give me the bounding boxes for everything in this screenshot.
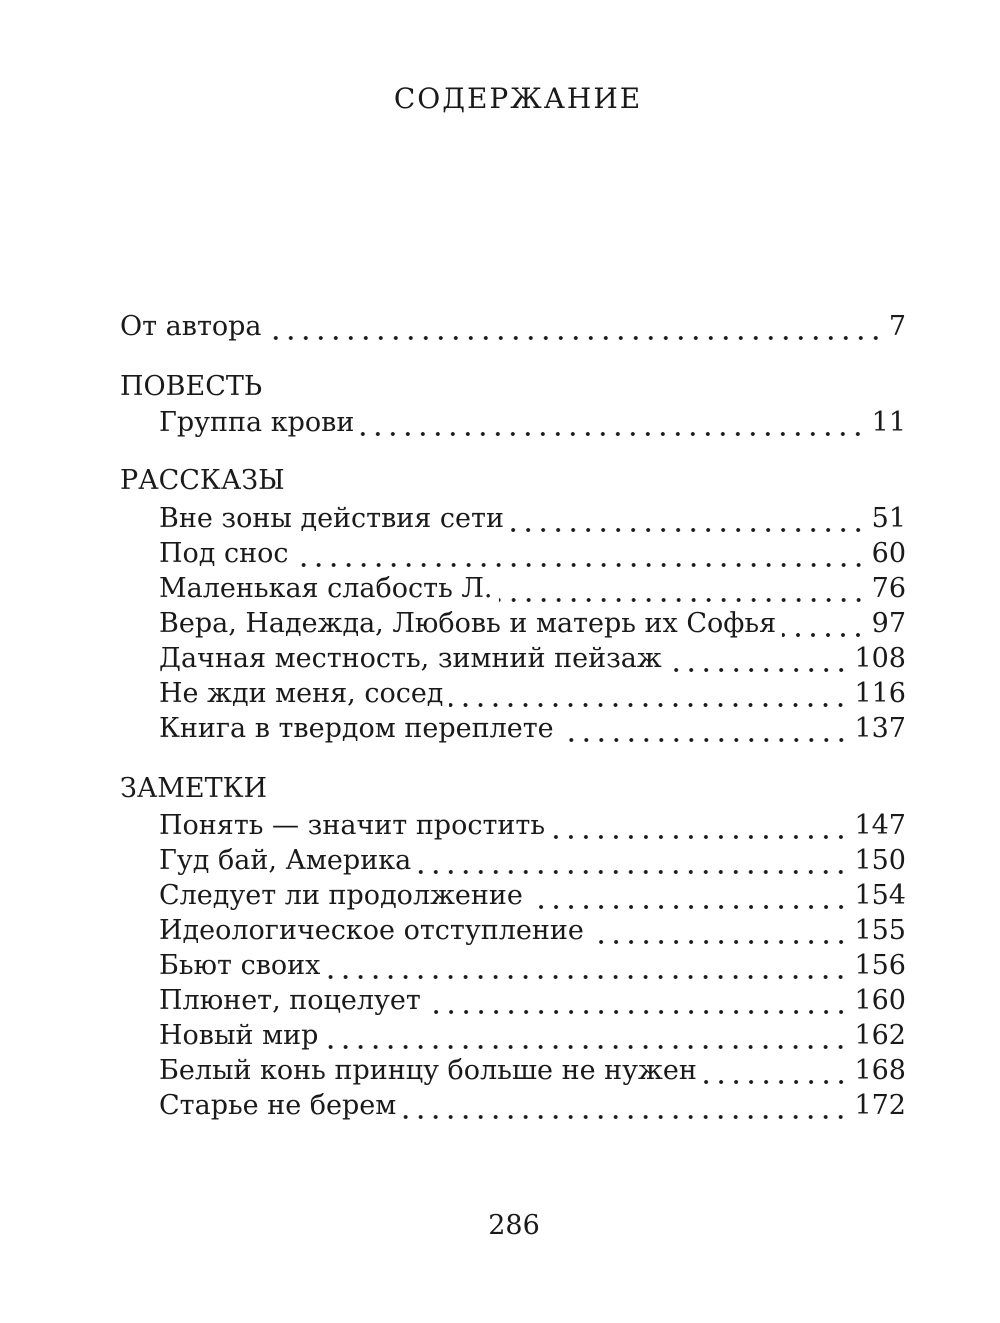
dot-leader	[402, 1089, 848, 1123]
toc-entry[interactable]	[159, 879, 906, 913]
toc-entry-page: 108	[854, 643, 906, 674]
toc-entry-label: Бьют своих	[159, 950, 321, 981]
dot-leader	[590, 914, 849, 948]
toc-entry-page: 76	[871, 573, 906, 604]
page-title: СОДЕРЖАНИЕ	[393, 82, 643, 115]
toc-entry-page: 168	[854, 1055, 906, 1086]
toc-entry-page: 60	[871, 538, 906, 569]
toc-entry[interactable]	[159, 949, 906, 983]
toc-entry-label: Группа крови	[159, 407, 355, 438]
dot-leader	[326, 949, 848, 983]
toc-entry-page: 150	[854, 845, 906, 876]
toc-entry-page: 147	[854, 810, 906, 841]
toc-entry-label: Под снос	[159, 538, 289, 569]
toc-entry[interactable]	[159, 1054, 906, 1088]
toc-entry-page: 154	[854, 880, 906, 911]
toc-entry[interactable]	[159, 809, 906, 843]
toc-entry-label: Идеологическое отступление	[159, 915, 584, 946]
toc-entry-label: Плюнет, поцелует	[159, 985, 421, 1016]
dot-leader	[417, 844, 848, 878]
toc-entry-label: Новый мир	[159, 1020, 319, 1051]
dot-leader	[668, 642, 849, 676]
toc-entry[interactable]	[159, 1089, 906, 1123]
dot-leader	[295, 537, 866, 571]
toc-entry-page: 11	[871, 407, 906, 438]
section-heading-povest: ПОВЕСТЬ	[120, 371, 263, 402]
toc-entry-page: 116	[854, 678, 906, 709]
toc-entry-page: 160	[854, 985, 906, 1016]
toc-entry-label: Белый конь принцу больше не нужен	[159, 1055, 697, 1086]
dot-leader	[529, 879, 849, 913]
dot-leader	[703, 1054, 849, 1088]
dot-leader	[499, 572, 866, 606]
toc-entry-label: Старье не берем	[159, 1090, 397, 1121]
toc-entry[interactable]	[159, 1019, 906, 1053]
toc-entry[interactable]	[159, 712, 906, 746]
toc-entry-label: Не жди меня, сосед	[159, 678, 444, 709]
dot-leader	[268, 310, 883, 344]
toc-entry[interactable]	[159, 572, 906, 606]
toc-entry[interactable]	[159, 844, 906, 878]
dot-leader	[551, 809, 848, 843]
toc-entry-page: 97	[871, 608, 906, 639]
toc-entry-page: 162	[854, 1020, 906, 1051]
toc-entry[interactable]	[159, 642, 906, 676]
toc-entry-label: Вне зоны действия сети	[159, 503, 504, 534]
dot-leader	[782, 607, 866, 641]
toc-entry-page: 137	[854, 713, 906, 744]
toc-entry-page: 172	[854, 1090, 906, 1121]
dot-leader	[427, 984, 849, 1018]
dot-leader	[360, 406, 865, 440]
toc-entry[interactable]	[159, 607, 906, 641]
toc-entry[interactable]	[159, 537, 906, 571]
toc-entry-intro[interactable]	[120, 310, 906, 344]
dot-leader	[324, 1019, 848, 1053]
toc-entry-page: 7	[888, 311, 906, 342]
page-number: 286	[488, 1210, 540, 1241]
toc-entry-label: Гуд бай, Америка	[159, 845, 412, 876]
toc-entry-label: Следует ли продолжение	[159, 880, 523, 911]
toc-entry[interactable]	[159, 984, 906, 1018]
toc-entry-label: От автора	[120, 311, 262, 342]
toc-entry-page: 155	[854, 915, 906, 946]
dot-leader	[449, 677, 848, 711]
toc-entry-page: 156	[854, 950, 906, 981]
toc-entry[interactable]	[159, 406, 906, 440]
toc-entry-page: 51	[871, 503, 906, 534]
toc-entry-label: Понять — значит простить	[159, 810, 546, 841]
toc-entry[interactable]	[159, 502, 906, 536]
toc-entry[interactable]	[159, 914, 906, 948]
dot-leader	[560, 712, 849, 746]
toc-entry[interactable]	[159, 677, 906, 711]
dot-leader	[510, 502, 866, 536]
section-heading-zametki: ЗАМЕТКИ	[120, 773, 268, 804]
toc-entry-label: Вера, Надежда, Любовь и матерь их Софья	[159, 608, 777, 639]
toc-entry-label: Дачная местность, зимний пейзаж	[159, 643, 662, 674]
section-heading-rasskazy: РАССКАЗЫ	[120, 465, 285, 496]
toc-entry-label: Книга в твердом переплете	[159, 713, 554, 744]
toc-entry-label: Маленькая слабость Л.	[159, 573, 493, 604]
